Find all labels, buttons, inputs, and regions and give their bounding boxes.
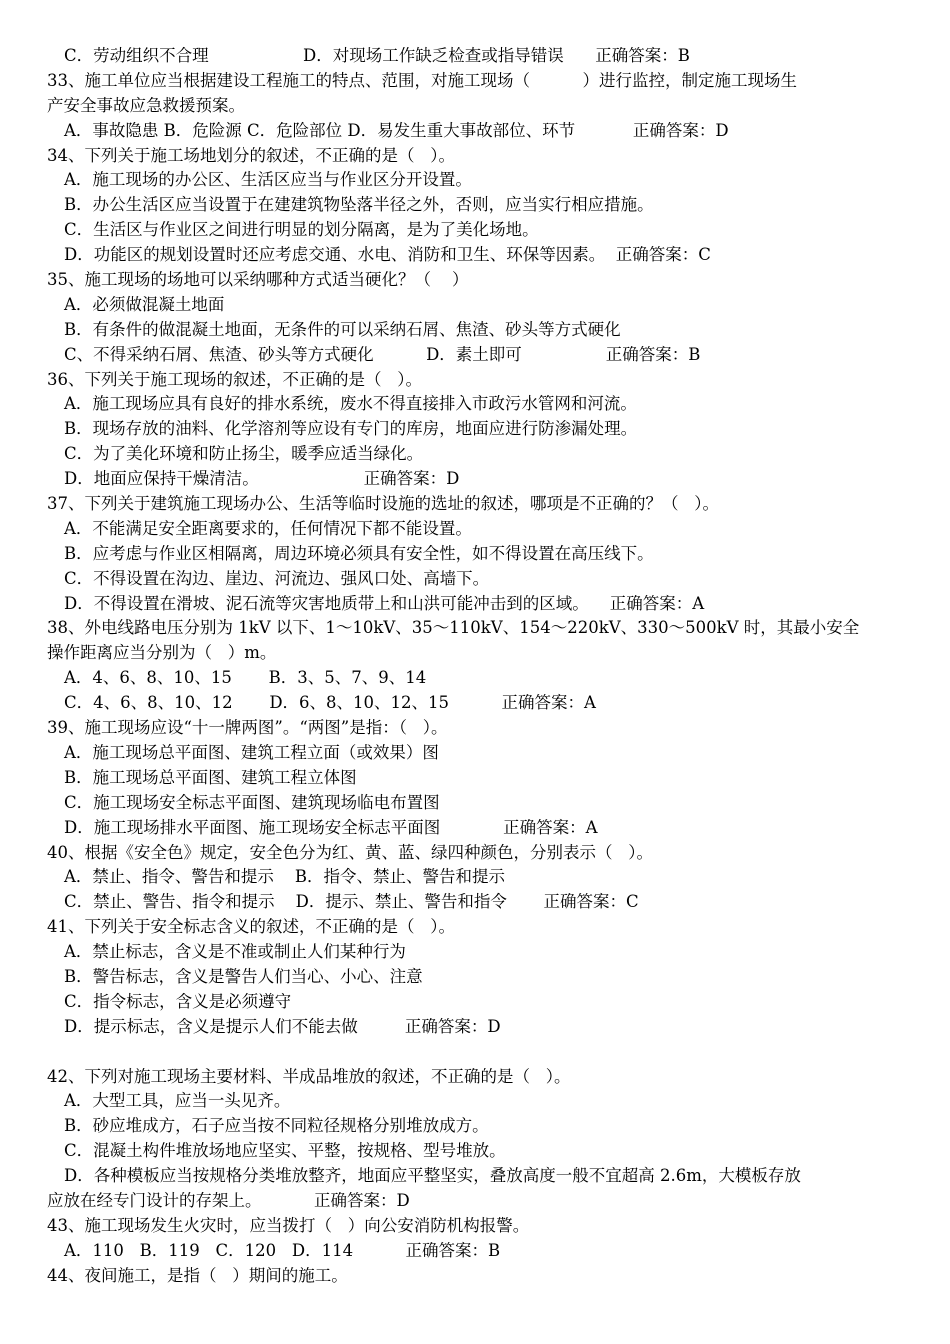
document-page <box>0 44 950 1289</box>
question-42: 42、下列对施工现场主要材料、半成品堆放的叙述，不正确的是（ ）。 <box>47 1066 571 1086</box>
question-34: 34、下列关于施工场地划分的叙述，不正确的是（ ）。 <box>47 145 455 165</box>
question-33: 33、施工单位应当根据建设工程施工的特点、范围，对施工现场（ ）进行监控，制定施工现场生 <box>47 70 797 90</box>
question-37: 37、下列关于建筑施工现场办公、生活等临时设施的选址的叙述，哪项是不正确的？（ ）。 <box>47 494 719 514</box>
option-line: A．禁止标志，含义是不准或制止人们某种行为 <box>64 942 406 962</box>
option-line: C、不得采纳石屑、焦渣、砂头等方式硬化 D．素土即可 正确答案：B <box>64 344 701 364</box>
question-continuation: 操作距离应当分别为（ ）m。 <box>47 643 277 663</box>
option-line: D．地面应保持干燥清洁。 正确答案：D <box>64 469 460 489</box>
option-line: B．应考虑与作业区相隔离，周边环境必须具有安全性，如不得设置在高压线下。 <box>64 543 654 563</box>
question-continuation: 应放在经专门设计的存架上。 正确答案：D <box>47 1190 410 1210</box>
option-line: A．大型工具，应当一头见齐。 <box>64 1091 291 1111</box>
option-line: B．警告标志，含义是警告人们当心、小心、注意 <box>64 966 423 986</box>
option-line: C．施工现场安全标志平面图、建筑现场临电布置图 <box>64 792 440 812</box>
option-line: D．不得设置在滑坡、泥石流等灾害地质带上和山洪可能冲击到的区域。 正确答案：A <box>64 593 705 613</box>
option-line: A．必须做混凝土地面 <box>64 294 225 314</box>
option-line: C．混凝土构件堆放场地应坚实、平整，按规格、型号堆放。 <box>64 1141 506 1161</box>
option-line: D．施工现场排水平面图、施工现场安全标志平面图 正确答案：A <box>64 817 598 837</box>
option-line: A．110 B．119 C．120 D．114 正确答案：B <box>64 1240 501 1260</box>
blank-line <box>0 1040 950 1065</box>
option-line: C．生活区与作业区之间进行明显的划分隔离，是为了美化场地。 <box>64 220 539 240</box>
question-35: 35、施工现场的场地可以采纳哪种方式适当硬化？（ ） <box>47 270 469 290</box>
option-line: C．指令标志，含义是必须遵守 <box>64 991 292 1011</box>
option-line: C．4、6、8、10、12 D．6、8、10、12、15 正确答案：A <box>64 693 596 713</box>
question-40: 40、根据《安全色》规定，安全色分为红、黄、蓝、绿四种颜色，分别表示（ ）。 <box>47 842 653 862</box>
option-line: C．劳动组织不合理 D．对现场工作缺乏检查或指导错误 正确答案：B <box>64 46 690 65</box>
option-line: A．施工现场总平面图、建筑工程立面（或效果）图 <box>64 742 439 762</box>
question-44: 44、夜间施工，是指（ ）期间的施工。 <box>47 1265 348 1285</box>
question-43: 43、施工现场发生火灾时，应当拨打（ ）向公安消防机构报警。 <box>47 1215 530 1235</box>
option-line: D．功能区的规划设置时还应考虑交通、水电、消防和卫生、环保等因素。 正确答案：C <box>64 245 711 265</box>
option-line: C．不得设置在沟边、崖边、河流边、强风口处、高墙下。 <box>64 568 490 588</box>
option-line: D．各种模板应当按规格分类堆放整齐，地面应平整坚实，叠放高度一般不宜超高 2.6m，大模板存放 <box>64 1166 801 1186</box>
option-line: A．不能满足安全距离要求的，任何情况下都不能设置。 <box>64 518 472 538</box>
question-41: 41、下列关于安全标志含义的叙述，不正确的是（ ）。 <box>47 917 455 937</box>
question-continuation: 产安全事故应急救援预案。 <box>47 95 245 115</box>
option-line: B．办公生活区应当设置于在建建筑物坠落半径之外，否则，应当实行相应措施。 <box>64 195 654 215</box>
option-line: B．现场存放的油料、化学溶剂等应设有专门的库房，地面应进行防渗漏处理。 <box>64 419 638 439</box>
option-line: B．砂应堆成方，石子应当按不同粒径规格分别堆放成方。 <box>64 1116 489 1136</box>
option-line: A．施工现场应具有良好的排水系统，废水不得直接排入市政污水管网和河流。 <box>64 394 637 414</box>
option-line: A．事故隐患 B．危险源 C．危险部位 D．易发生重大事故部位、环节 正确答案：D <box>64 120 729 140</box>
option-line: C．禁止、警告、指令和提示 D．提示、禁止、警告和指令 正确答案：C <box>64 892 639 912</box>
option-line: B．有条件的做混凝土地面，无条件的可以采纳石屑、焦渣、砂头等方式硬化 <box>64 319 621 339</box>
option-line: D．提示标志，含义是提示人们不能去做 正确答案：D <box>64 1016 501 1036</box>
question-36: 36、下列关于施工现场的叙述，不正确的是（ ）。 <box>47 369 422 389</box>
question-39: 39、施工现场应设“十一牌两图”。“两图”是指：（ ）。 <box>47 718 448 738</box>
option-line: A．4、6、8、10、15 B．3、5、7、9、14 <box>64 668 427 688</box>
option-line: A．禁止、指令、警告和提示 B．指令、禁止、警告和提示 <box>64 867 506 887</box>
option-line: C．为了美化环境和防止扬尘，暖季应适当绿化。 <box>64 444 424 464</box>
option-line: A．施工现场的办公区、生活区应当与作业区分开设置。 <box>64 170 472 190</box>
option-line: B．施工现场总平面图、建筑工程立体图 <box>64 767 357 787</box>
question-38: 38、外电线路电压分别为 1kV 以下、1～10kV、35～110kV、154～220kV、330～500kV 时，其最小安全 <box>47 618 860 638</box>
